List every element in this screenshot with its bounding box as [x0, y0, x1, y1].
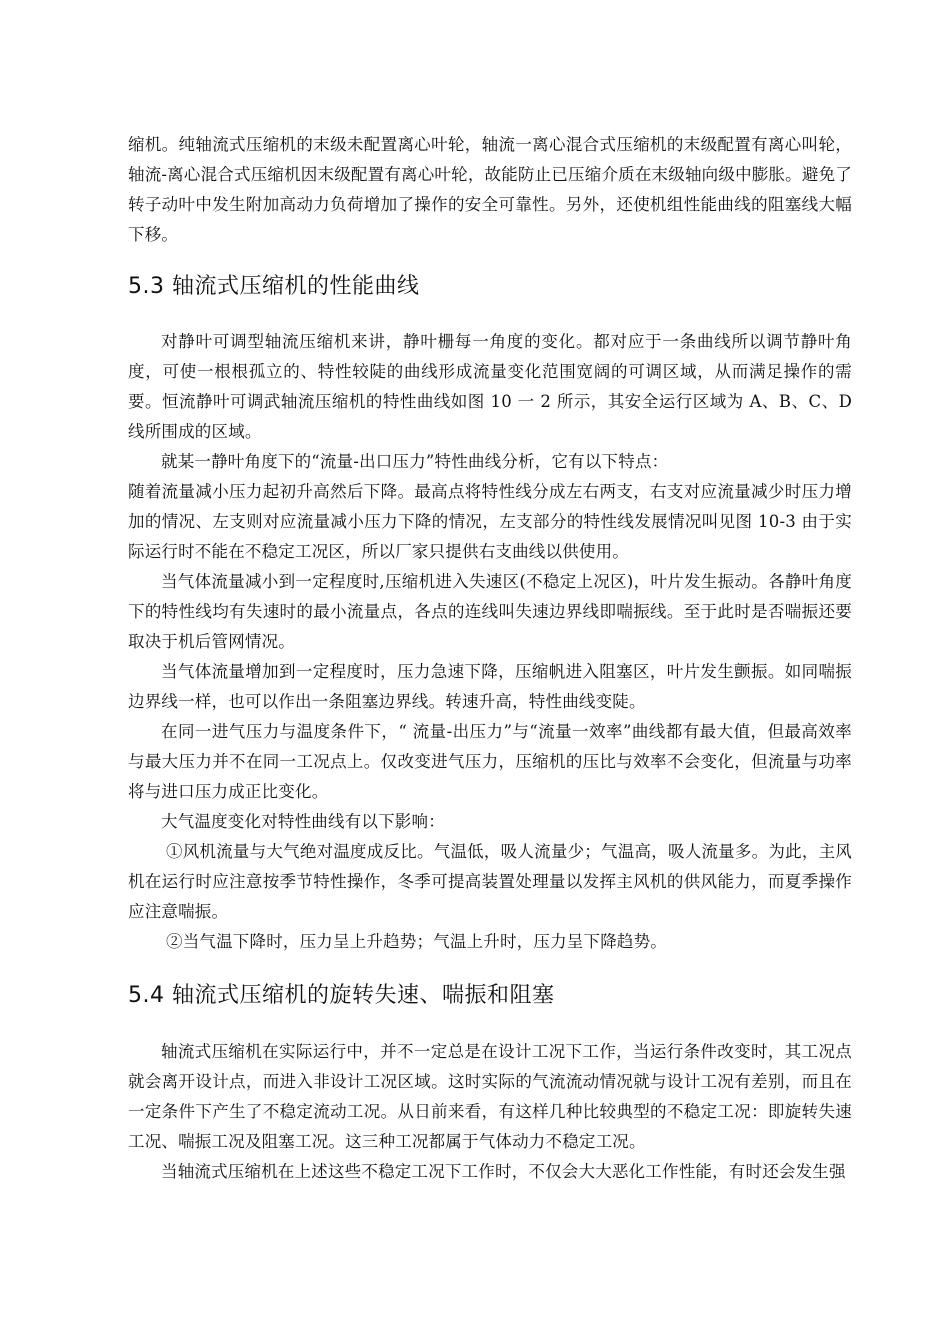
- section-5-3-paragraph-1: 对静叶可调型轴流压缩机来讲，静叶栅每一角度的变化。都对应于一条曲线所以调节静叶角度，可使一根根孤立的、特性较陡的曲线形成流量变化范围宽阔的可调区域，从而满足操作的需要。恒流静叶可调武轴流压缩机的特性曲线如图 10 一 2 所示，其安全运行区域为 A、B、C、D 线所围成的区域。: [128, 332, 852, 441]
- section-5-3-paragraph-6: 在同一进气压力与温度条件下，“ 流量-出压力”与“流量一效率”曲线都有最大值，但最高效率与最大压力并不在同一工况点上。仅改变进气压力，压缩机的压比与效率不会变化，但流量与功率将与进口压力成正比变化。: [128, 722, 852, 801]
- intro-paragraph: 缩机。纯轴流式压缩机的末级未配置离心叶轮，轴流一离心混合式压缩机的末级配置有离心叫轮，轴流-离心混合式压缩机因末级配置有离心叶轮，故能防止已压缩介质在末级轴向级中膨胀。避免了转子动叶中发生附加高动力负荷增加了操作的安全可靠性。另外，还使机组性能曲线的阻塞线大幅下移。: [128, 135, 852, 244]
- section-5-3-list-item-2: ②当气温下降时，压力呈上升趋势；气温上升时，压力呈下降趋势。: [166, 932, 667, 951]
- section-5-3-list-item-1: ①风机流量与大气绝对温度成反比。气温低，吸人流量少；气温高，吸人流量多。为此，主风机在运行时应注意按季节特性操作，冬季可提高装置处理量以发挥主风机的供风能力，而夏季操作应注意喘振。: [128, 842, 852, 921]
- section-heading-5-3: 5.3 轴流式压缩机的性能曲线: [128, 274, 420, 299]
- section-5-4-paragraph-1: 轴流式压缩机在实际运行中，并不一定总是在设计工况下工作，当运行条件改变时，其工况点就会离开设计点，而进入非设计工况区域。这时实际的气流流动情况就与设计工况有差别，而且在一定条件下产生了不稳定流动工况。从日前来看，有这样几种比较典型的不稳定工况：即旋转失速工况、喘振工况及阻塞工况。这三种工况都属于气体动力不稳定工况。: [128, 1042, 852, 1151]
- section-5-3-paragraph-2: 就某一静叶角度下的“流量-出口压力”特性曲线分析，它有以下特点：: [161, 452, 669, 471]
- section-heading-5-4: 5.4 轴流式压缩机的旋转失速、喘振和阻塞: [128, 983, 555, 1008]
- section-5-3-paragraph-3: 随着流量减小压力起初升高然后下降。最高点将特性线分成左右两支，右支对应流量减少时压力增加的情况、左支则对应流量减小压力下降的情况，左支部分的特性线发展情况叫见图 10-3 由于实际运行时不能在不稳定工况区，所以厂家只提供右支曲线以供使用。: [128, 482, 852, 561]
- page-content: [128, 130, 852, 1187]
- section-5-3-paragraph-4: 当气体流量减小到一定程度时,压缩机进入失速区(不稳定上况区)，叶片发生振动。各静叶角度下的特性线均有失速时的最小流量点，各点的连线叫失速边界线即喘振线。至于此时是否喘振还要取决于机后管网情况。: [128, 572, 852, 651]
- section-5-3-paragraph-7: 大气温度变化对特性曲线有以下影响：: [161, 812, 445, 831]
- section-5-3-paragraph-5: 当气体流量增加到一定程度时，压力急速下降，压缩帆进入阻塞区，叶片发生颤振。如同喘振边界线一样，也可以作出一条阻塞边界线。转速升高，特性曲线变陡。: [128, 662, 852, 711]
- section-5-4-paragraph-2: 当轴流式压缩机在上述这些不稳定工况下工作时，不仅会大大恶化工作性能，有时还会发生强: [161, 1162, 846, 1181]
